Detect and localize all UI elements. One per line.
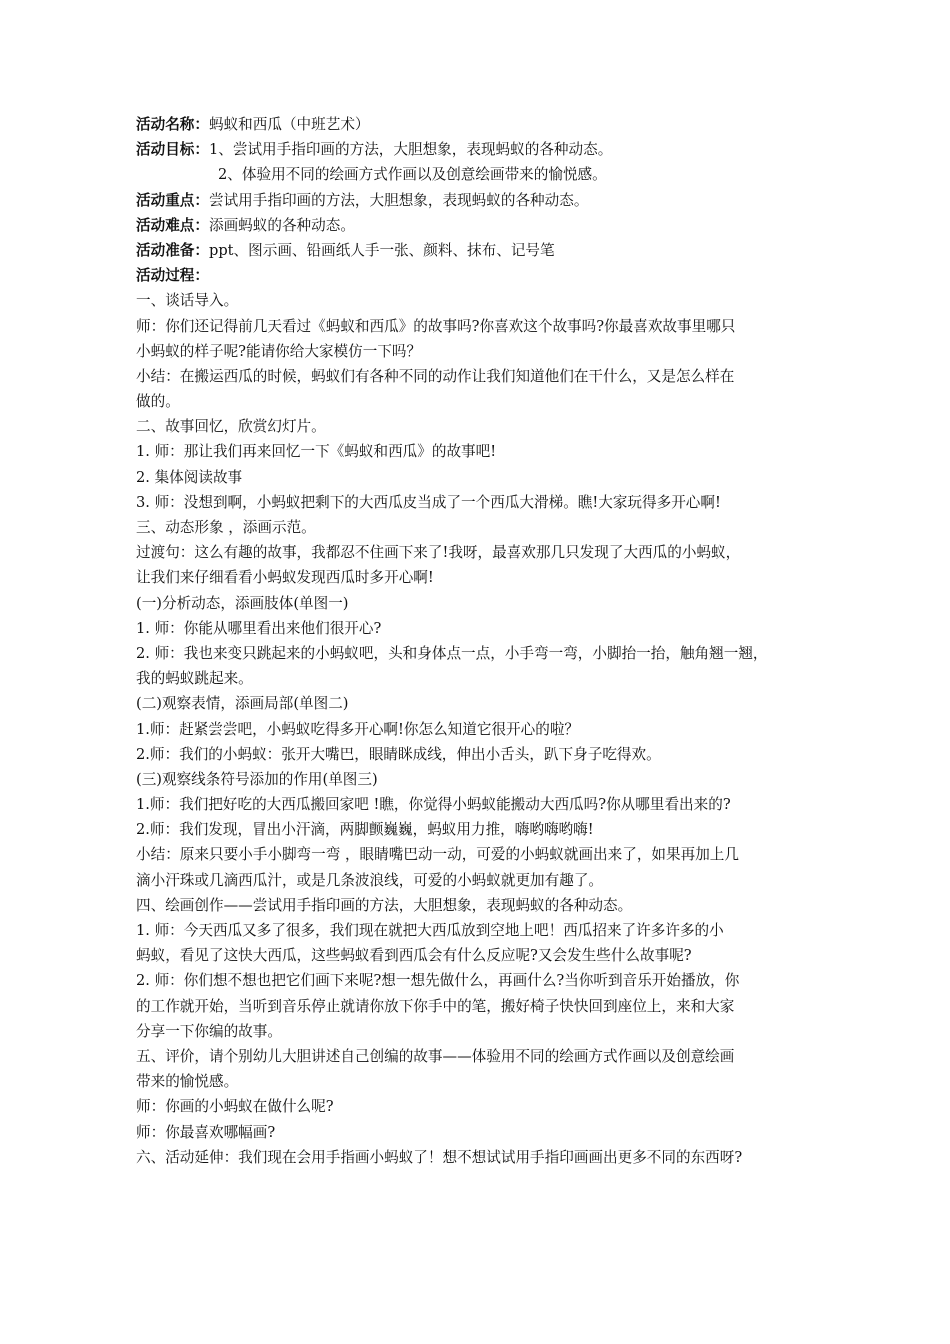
body-line: 2.师：我们发现，冒出小汗滴，两脚颤巍巍，蚂蚁用力推，嗨哟嗨哟嗨! xyxy=(136,821,594,839)
body-line: 滴小汗珠或几滴西瓜汁，或是几条波浪线，可爱的小蚂蚁就更加有趣了。 xyxy=(136,871,604,889)
activity-goal-2-line xyxy=(136,162,826,187)
activity-goal-line xyxy=(136,137,826,162)
activity-goal-label: 活动目标： xyxy=(136,141,209,159)
activity-process-line xyxy=(136,263,826,288)
activity-key-label: 活动重点： xyxy=(136,191,209,209)
activity-prep-line xyxy=(136,238,826,263)
body-line: 六、活动延伸：我们现在会用手指画小蚂蚁了！想不想试试用手指印画画出更多不同的东西呀? xyxy=(136,1148,743,1166)
body-line: 3. 师：没想到啊，小蚂蚁把剩下的大西瓜皮当成了一个西瓜大滑梯。瞧!大家玩得多开心啊! xyxy=(136,493,721,511)
activity-key-line xyxy=(136,188,826,213)
body-line: 小结：原来只要小手小脚弯一弯 ，眼睛嘴巴动一动，可爱的小蚂蚁就画出来了，如果再加上几 xyxy=(136,846,739,864)
body-line: 1. 师：今天西瓜又多了很多，我们现在就把大西瓜放到空地上吧！西瓜招来了许多许多的小 xyxy=(136,922,724,939)
body-line: 小结：在搬运西瓜的时候，蚂蚁们有各种不同的动作让我们知道他们在干什么，又是怎么样在 xyxy=(136,367,735,385)
body-line: 1. 师：你能从哪里看出来他们很开心? xyxy=(136,619,382,637)
body-line: 1.师：赶紧尝尝吧，小蚂蚁吃得多开心啊!你怎么知道它很开心的啦？ xyxy=(136,720,580,738)
body-line: 2. 师：你们想不想也把它们画下来呢?想一想先做什么，再画什么?当你听到音乐开始播放，你 xyxy=(136,972,740,990)
body-line: 我的蚂蚁跳起来。 xyxy=(136,670,253,688)
activity-difficulty-label: 活动难点： xyxy=(136,216,209,234)
body-line: 一、谈话导入。 xyxy=(136,292,239,310)
body-line: 2. 集体阅读故事 xyxy=(136,468,243,486)
body-line: 师：你最喜欢哪幅画? xyxy=(136,1123,276,1141)
body-line: (一)分析动态，添画肢体(单图一) xyxy=(136,594,349,612)
activity-process-label: 活动过程： xyxy=(136,267,209,285)
body-line: 分享一下你编的故事。 xyxy=(136,1022,282,1040)
body-line: 五、评价，请个别幼儿大胆讲述自己创编的故事——体验用不同的绘画方式作画以及创意绘画 xyxy=(136,1047,735,1065)
body-line: 小蚂蚁的样子呢?能请你给大家模仿一下吗？ xyxy=(136,342,422,360)
body-line: 带来的愉悦感。 xyxy=(136,1073,239,1091)
body-line: 过渡句：这么有趣的故事，我都忍不住画下来了!我呀，最喜欢那几只发现了大西瓜的小蚂蚁， xyxy=(136,544,741,562)
body-line: 做的。 xyxy=(136,393,180,411)
body-line: 三、动态形象 ，添画示范。 xyxy=(136,519,316,536)
body-line: 的工作就开始，当听到音乐停止就请你放下你手中的笔，搬好椅子快快回到座位上，来和大家 xyxy=(136,997,735,1015)
body-line: (三)观察线条符号添加的作用(单图三) xyxy=(136,770,378,788)
body-line: 师：你们还记得前几天看过《蚂蚁和西瓜》的故事吗?你喜欢这个故事吗?你最喜欢故事里哪只 xyxy=(136,317,736,335)
body-line: 蚂蚁，看见了这快大西瓜，这些蚂蚁看到西瓜会有什么反应呢?又会发生些什么故事呢? xyxy=(136,947,692,965)
activity-difficulty-value: 添画蚂蚁的各种动态。 xyxy=(208,216,355,234)
activity-goal-1: 1、尝试用手指印画的方法，大胆想象，表现蚂蚁的各种动态。 xyxy=(208,141,613,159)
activity-difficulty-line xyxy=(136,213,826,238)
body-line: 2.师：我们的小蚂蚁：张开大嘴巴，眼睛眯成线，伸出小舌头，趴下身子吃得欢。 xyxy=(136,745,661,763)
activity-prep-label: 活动准备： xyxy=(136,241,209,259)
body-line: 四、绘画创作——尝试用手指印画的方法，大胆想象，表现蚂蚁的各种动态。 xyxy=(136,896,633,914)
activity-prep-value: ppt、图示画、铅画纸人手一张、颜料、抹布、记号笔 xyxy=(208,241,555,259)
body-line: 1.师：我们把好吃的大西瓜搬回家吧 !瞧，你觉得小蚂蚁能搬动大西瓜吗?你从哪里看出来的? xyxy=(136,796,731,814)
document-page xyxy=(136,112,826,1170)
body-line: (二)观察表情，添画局部(单图二) xyxy=(136,695,349,713)
activity-name-value: 蚂蚁和西瓜（中班艺术） xyxy=(208,116,370,133)
activity-name-line xyxy=(136,112,826,137)
activity-name-label: 活动名称： xyxy=(136,116,209,133)
activity-goal-2: 2、体验用不同的绘画方式作画以及创意绘画带来的愉悦感。 xyxy=(218,166,607,184)
body-text xyxy=(136,288,826,1170)
activity-key-value: 尝试用手指印画的方法，大胆想象，表现蚂蚁的各种动态。 xyxy=(208,191,589,209)
body-line: 1. 师：那让我们再来回忆一下《蚂蚁和西瓜》的故事吧! xyxy=(136,443,497,461)
body-line: 二、故事回忆，欣赏幻灯片。 xyxy=(136,418,326,436)
body-line: 2. 师：我也来变只跳起来的小蚂蚁吧，头和身体点一点，小手弯一弯，小脚抬一抬，触角翘一翘， xyxy=(136,644,768,662)
body-line: 让我们来仔细看看小蚂蚁发现西瓜时多开心啊! xyxy=(136,569,434,587)
body-line: 师：你画的小蚂蚁在做什么呢? xyxy=(136,1098,334,1116)
